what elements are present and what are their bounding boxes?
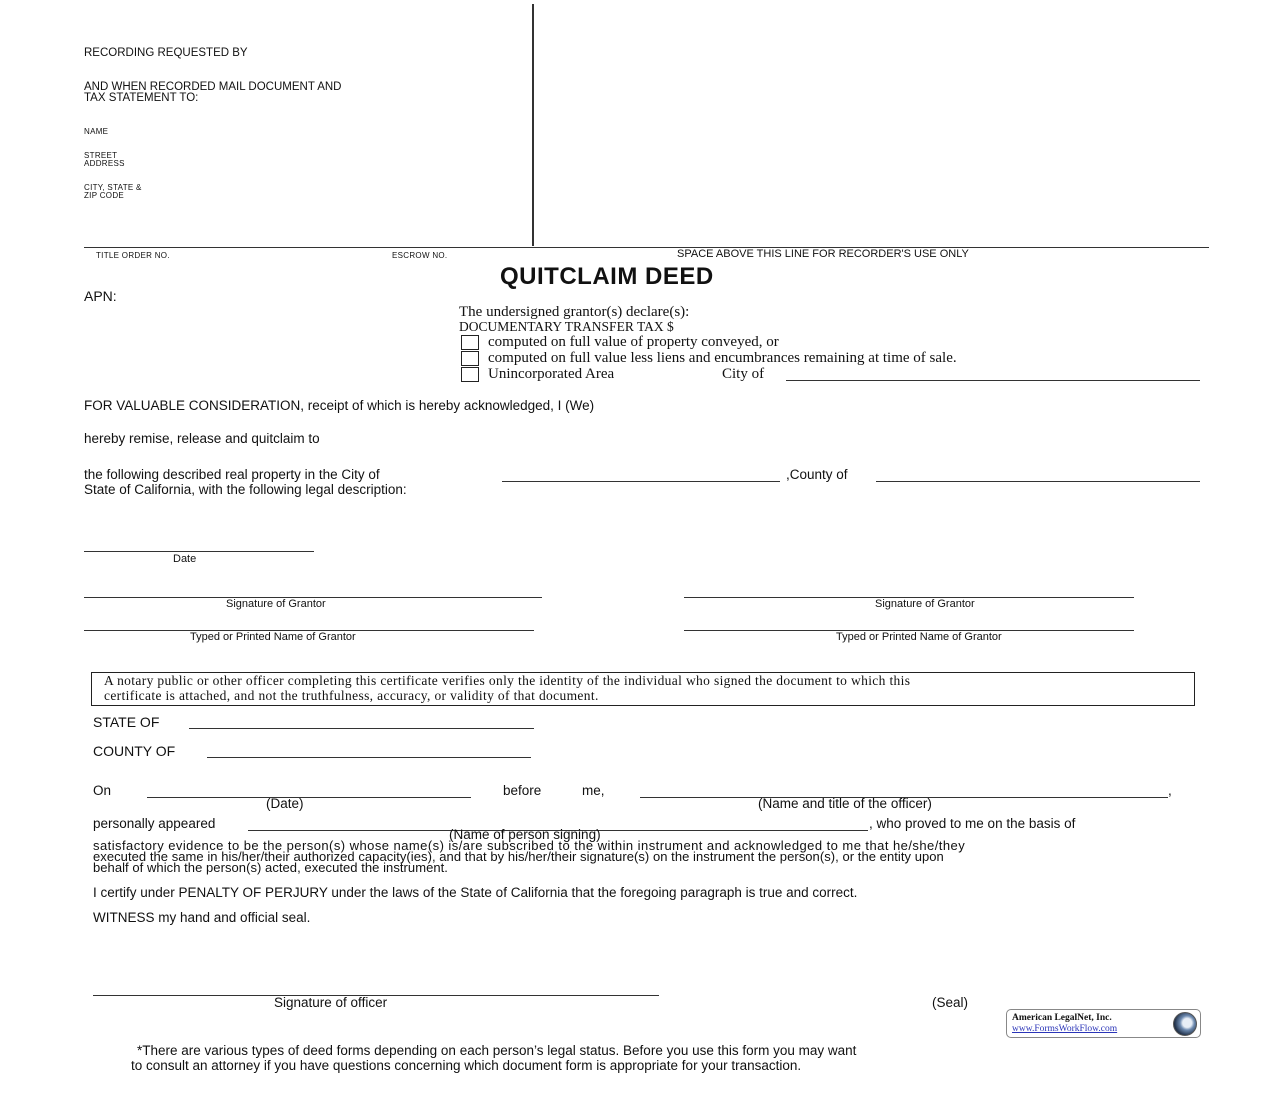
title-order-no-label: TITLE ORDER NO.: [96, 251, 170, 260]
person-signing-caption: (Name of person signing): [449, 827, 601, 842]
disclaimer-line-2: to consult an attorney if you have questions concerning which document form is appropriate for your transaction.: [131, 1058, 802, 1073]
property-city-field[interactable]: [502, 467, 780, 482]
notary-notice-line-2: certificate is attached, and not the truthfulness, accuracy, or validity of that document.: [104, 688, 599, 703]
evidence-line-3: behalf of which the person(s) acted, executed the instrument.: [93, 860, 448, 875]
notary-notice-line-1: A notary public or other officer completing this certificate verifies only the identity of the individual who signed the document to which this: [104, 673, 911, 688]
on-label: On: [93, 783, 112, 798]
personally-appeared-label: personally appeared: [93, 816, 216, 831]
option-full-value-label: computed on full value of property conveyed, or: [488, 334, 779, 350]
witness-statement: WITNESS my hand and official seal.: [93, 910, 311, 925]
perjury-statement: I certify under PENALTY OF PERJURY under the laws of the State of California that the foregoing paragraph is true and correct.: [93, 885, 858, 900]
option-unincorporated-label: Unincorporated Area: [488, 366, 615, 382]
property-city-text: the following described real property in the City of: [84, 467, 380, 482]
mail-to-label: AND WHEN RECORDED MAIL DOCUMENT AND: [84, 81, 342, 93]
american-legalnet-logo[interactable]: [1006, 1009, 1201, 1038]
recorder-divider-vertical: [532, 4, 534, 246]
grantor-name-caption-1: Typed or Printed Name of Grantor: [190, 631, 356, 643]
transfer-tax-label: DOCUMENTARY TRANSFER TAX $: [459, 319, 674, 334]
city-state-label: CITY, STATE &: [84, 183, 142, 192]
logo-url-link[interactable]: www.FormsWorkFlow.com: [1012, 1024, 1118, 1034]
tax-city-field[interactable]: [786, 366, 1200, 381]
proved-basis-text: , who proved to me on the basis of: [869, 816, 1076, 831]
legal-description-text: State of California, with the following legal description:: [84, 482, 407, 497]
grantor-name-caption-2: Typed or Printed Name of Grantor: [836, 631, 1002, 643]
date-line[interactable]: [84, 551, 314, 552]
checkbox-unincorporated[interactable]: [461, 367, 479, 382]
state-of-field[interactable]: [189, 714, 534, 729]
option-less-liens-label: computed on full value less liens and encumbrances remaining at time of sale.: [488, 350, 957, 366]
quitclaim-to-text: hereby remise, release and quitclaim to: [84, 431, 320, 446]
officer-trailing-comma: ,: [1168, 783, 1172, 798]
recording-requested-by-label: RECORDING REQUESTED BY: [84, 47, 248, 59]
officer-signature-caption: Signature of officer: [274, 995, 388, 1010]
checkbox-full-value[interactable]: [461, 335, 479, 350]
date-paren-caption: (Date): [266, 796, 304, 811]
grantor-signature-caption-1: Signature of Grantor: [226, 598, 326, 610]
name-label: NAME: [84, 127, 109, 136]
recorder-use-label: SPACE ABOVE THIS LINE FOR RECORDER'S USE ONLY: [677, 248, 969, 260]
evidence-line-2: executed the same in his/her/their authorized capacity(ies), and that by his/her/their signature(s) on the instrument the person(s), or the entity upon: [93, 849, 944, 864]
checkbox-less-liens[interactable]: [461, 351, 479, 366]
seal-label: (Seal): [932, 995, 969, 1010]
zip-code-label: ZIP CODE: [84, 191, 125, 200]
page-title: QUITCLAIM DEED: [500, 263, 714, 290]
disclaimer-line-1: *There are various types of deed forms depending on each person’s legal status. Before you use this form you may want: [137, 1043, 857, 1058]
grantor-declare-text: The undersigned grantor(s) declare(s):: [459, 304, 690, 320]
county-of-notary-field[interactable]: [207, 743, 531, 758]
escrow-no-label: ESCROW NO.: [392, 251, 448, 260]
city-of-label: City of: [722, 366, 765, 382]
consideration-text: FOR VALUABLE CONSIDERATION, receipt of which is hereby acknowledged, I (We): [84, 398, 595, 413]
address-label: ADDRESS: [84, 159, 125, 168]
state-of-label: STATE OF: [93, 714, 160, 730]
before-label: before: [503, 783, 542, 798]
me-label: me,: [582, 783, 605, 798]
recorder-divider-horizontal: [84, 247, 1209, 248]
street-label: STREET: [84, 151, 118, 160]
evidence-line-1: satisfactory evidence to be the person(s) whose name(s) is/are subscribed to the within instrument and acknowledged to me that he/she/they: [93, 838, 966, 853]
county-of-label: ,County of: [786, 467, 848, 482]
officer-caption: (Name and title of the officer): [758, 796, 932, 811]
apn-label: APN:: [84, 288, 117, 304]
notary-date-field[interactable]: [147, 783, 471, 798]
logo-company-name: American LegalNet, Inc.: [1012, 1013, 1112, 1023]
grantor-signature-caption-2: Signature of Grantor: [875, 598, 975, 610]
date-caption: Date: [173, 553, 197, 565]
globe-icon: [1173, 1012, 1197, 1036]
property-county-field[interactable]: [876, 467, 1200, 482]
county-of-notary-label: COUNTY OF: [93, 743, 176, 759]
mail-to-label-2: TAX STATEMENT TO:: [84, 92, 199, 104]
